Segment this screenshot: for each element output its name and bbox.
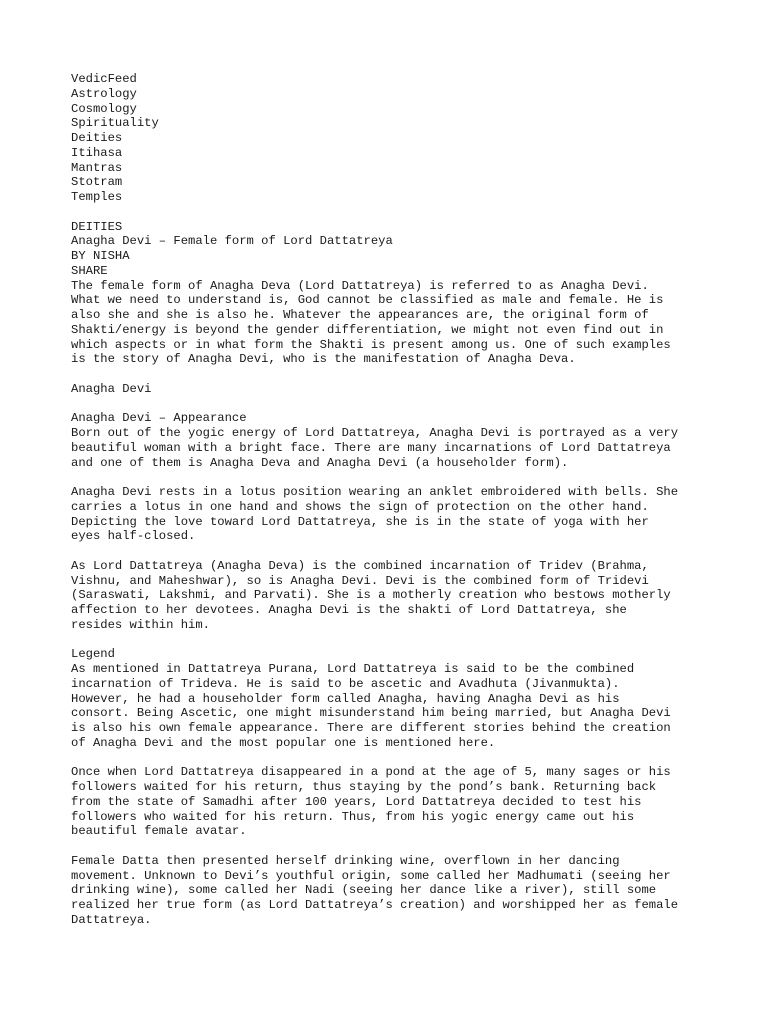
article-title: Anagha Devi – Female form of Lord Dattatreya <box>71 234 393 249</box>
image-caption: Anagha Devi <box>71 381 152 396</box>
paragraph: Once when Lord Dattatreya disappeared in a pond at the age of 5, many sages or his followers waited for his return, thus staying by the pond’s bank. Returning back from the state of Samadhi after 100 years, Lord Dattatreya decided to test his followers who waited for his return. Thus, from his yogic energy came out his beautiful female avatar. <box>71 765 671 839</box>
article-category[interactable]: DEITIES <box>71 219 123 234</box>
article-byline[interactable]: BY NISHA <box>71 249 130 263</box>
nav-item-spirituality[interactable]: Spirituality <box>71 116 159 131</box>
paragraph: Born out of the yogic energy of Lord Dattatreya, Anagha Devi is portrayed as a very beautiful woman with a bright face. There are many incarnations of Lord Dattatreya and one of them is Anagha Deva and Anagha Devi (a householder form). <box>71 426 679 470</box>
nav-item-itihasa[interactable]: Itihasa <box>71 145 123 160</box>
paragraph: As Lord Dattatreya (Anagha Deva) is the combined incarnation of Tridev (Brahma, Vishnu, and Maheshwar), so is Anagha Devi. Devi is the combined form of Tridevi (Saraswati, Lakshmi, and Parvati). She is a motherly creation who bestows motherly affection to her devotees. Anagha Devi is the shakti of Lord Dattatreya, she resides within him. <box>71 558 671 632</box>
site-nav <box>71 72 711 205</box>
nav-item-deities[interactable]: Deities <box>71 131 123 145</box>
nav-item-stotram[interactable]: Stotram <box>71 175 123 190</box>
share-button[interactable]: SHARE <box>71 263 108 278</box>
nav-item-cosmology[interactable]: Cosmology <box>71 101 137 116</box>
nav-item-vedicfeed[interactable]: VedicFeed <box>71 72 137 86</box>
paragraph: Anagha Devi rests in a lotus position wearing an anklet embroidered with bells. She carries a lotus in one hand and shows the sign of protection on the other hand. Depicting the love toward Lord Dattatreya, she is in the state of yoga with her eyes half-closed. <box>71 485 679 544</box>
document-page <box>71 72 711 928</box>
spacer <box>71 205 711 220</box>
section-heading-legend: Legend <box>71 647 115 662</box>
section-heading-appearance: Anagha Devi – Appearance <box>71 411 247 426</box>
nav-item-temples[interactable]: Temples <box>71 190 123 204</box>
nav-item-astrology[interactable]: Astrology <box>71 86 137 101</box>
article-intro: The female form of Anagha Deva (Lord Dattatreya) is referred to as Anagha Devi. What we need to understand is, God cannot be classified as male and female. He is also she and she is also he. Whatever the appearances are, the original form of Shakti/energy is beyond the gender differentiation, we might not even find out in which aspects or in what form the Shakti is present among us. One of such examples is the story of Anagha Devi, who is the manifestation of Anagha Deva. <box>71 278 671 367</box>
paragraph: As mentioned in Dattatreya Purana, Lord Dattatreya is said to be the combined incarnation of Trideva. He is said to be ascetic and Avadhuta (Jivanmukta). However, he had a householder form called Anagha, having Anagha Devi as his consort. Being Ascetic, one might misunderstand him being married, but Anagha Devi is also his own female appearance. There are different stories behind the creation of Anagha Devi and the most popular one is mentioned here. <box>71 662 671 750</box>
article <box>71 220 711 928</box>
paragraph: Female Datta then presented herself drinking wine, overflown in her dancing movement. Unknown to Devi’s youthful origin, some called her Madhumati (seeing her drinking wine), some called her Nadi (seeing her dance like a river), still some realized her true form (as Lord Dattatreya’s creation) and worshipped her as female Dattatreya. <box>71 853 679 927</box>
nav-item-mantras[interactable]: Mantras <box>71 160 123 175</box>
